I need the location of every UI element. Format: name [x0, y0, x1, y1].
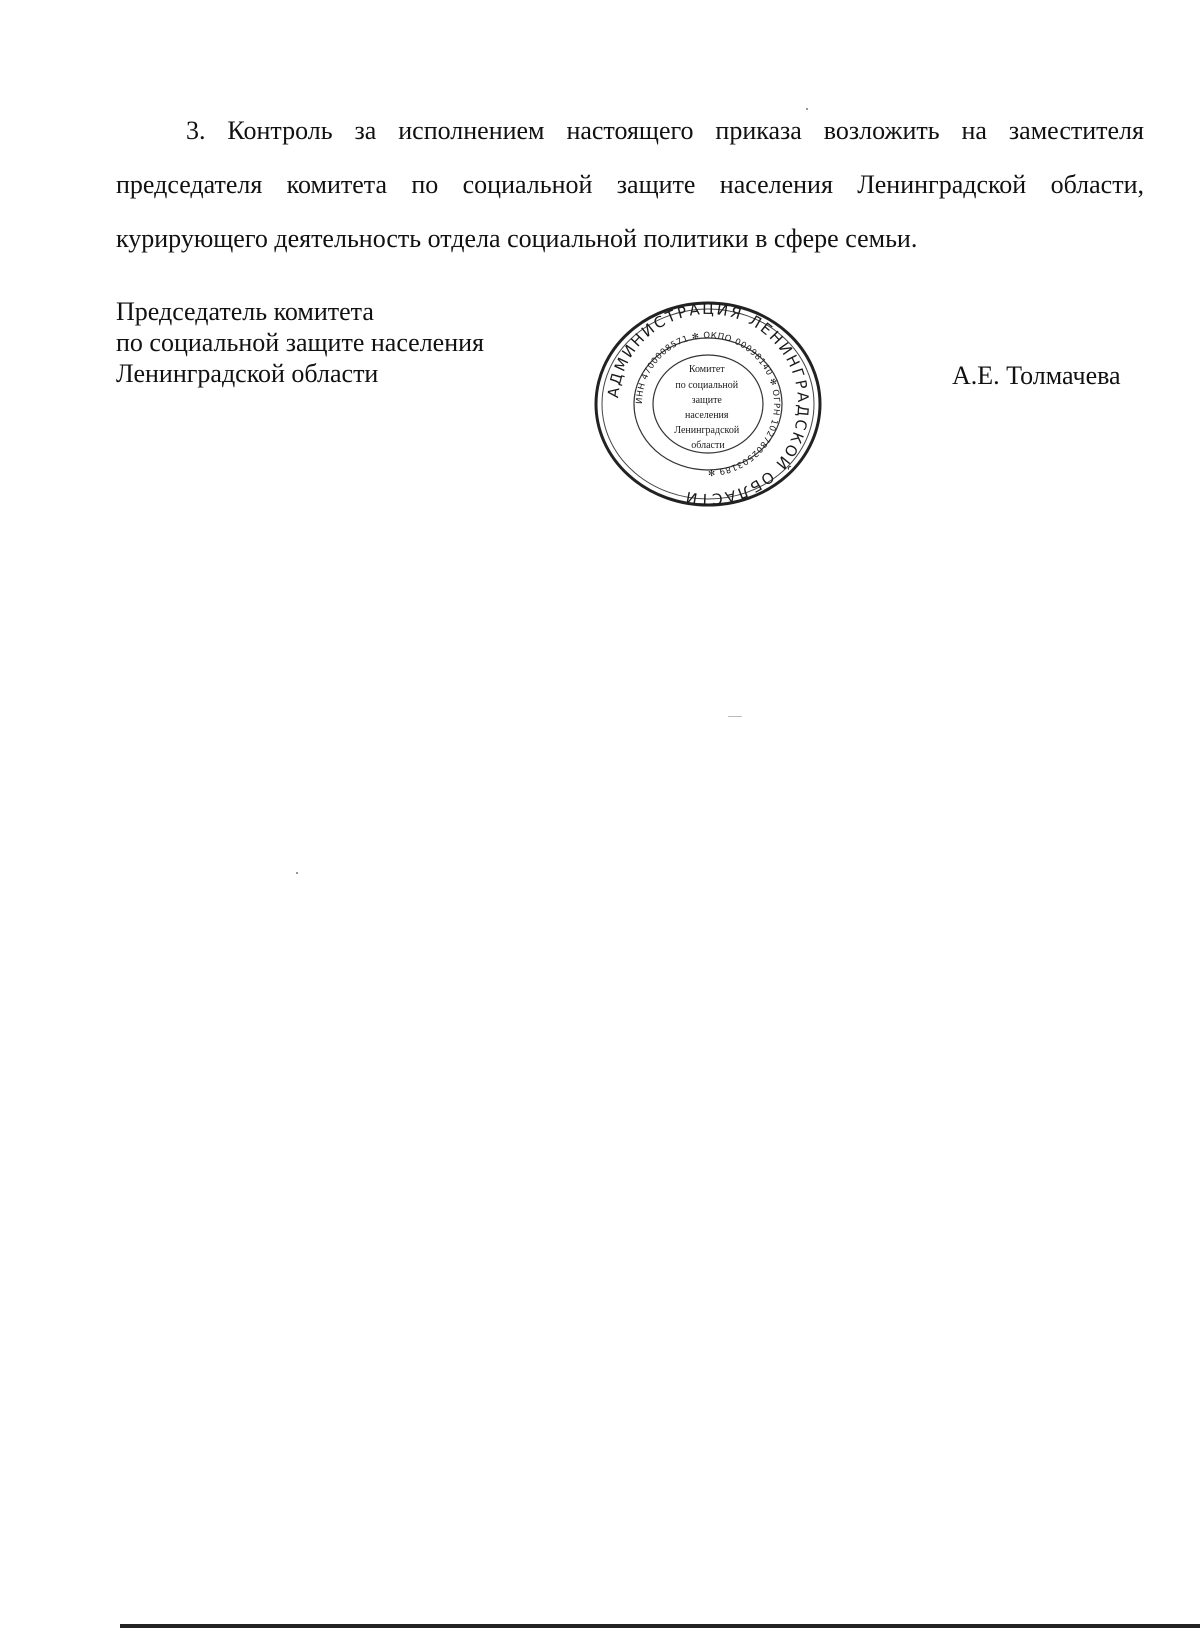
bottom-edge-line — [120, 1624, 1200, 1628]
paragraph-3: 3. Контроль за исполнением настоящего приказа возложить на заместителя председателя комитета по социальной защите населения Ленинградской области, курирующего деятельность отдела социальной политики в сфере семьи. — [116, 116, 1144, 253]
signatory-title — [116, 296, 484, 389]
seal-graphic — [590, 296, 826, 510]
seal-center-text: Комитет по социальной защите населения Ленинградской области — [674, 364, 740, 451]
scan-speck — [728, 716, 742, 717]
signatory-title-line-1: Председатель комитета — [116, 297, 374, 326]
scan-speck — [806, 108, 808, 110]
seal-inner-text: ИНН 4700008571 ✻ ОКПО 00098140 ✻ ОГРН 1027802503189 ✻ — [634, 330, 782, 478]
seal-outer-text: АДМИНИСТРАЦИЯ ЛЕНИНГРАДСКОЙ ОБЛАСТИ — [604, 299, 813, 509]
signatory-title-line-3: Ленинградской области — [116, 359, 379, 388]
signatory-title-line-2: по социальной защите населения — [116, 328, 485, 357]
signatory-name: А.Е. Толмачева — [952, 361, 1121, 390]
official-seal — [590, 296, 826, 510]
scan-speck — [296, 872, 298, 874]
